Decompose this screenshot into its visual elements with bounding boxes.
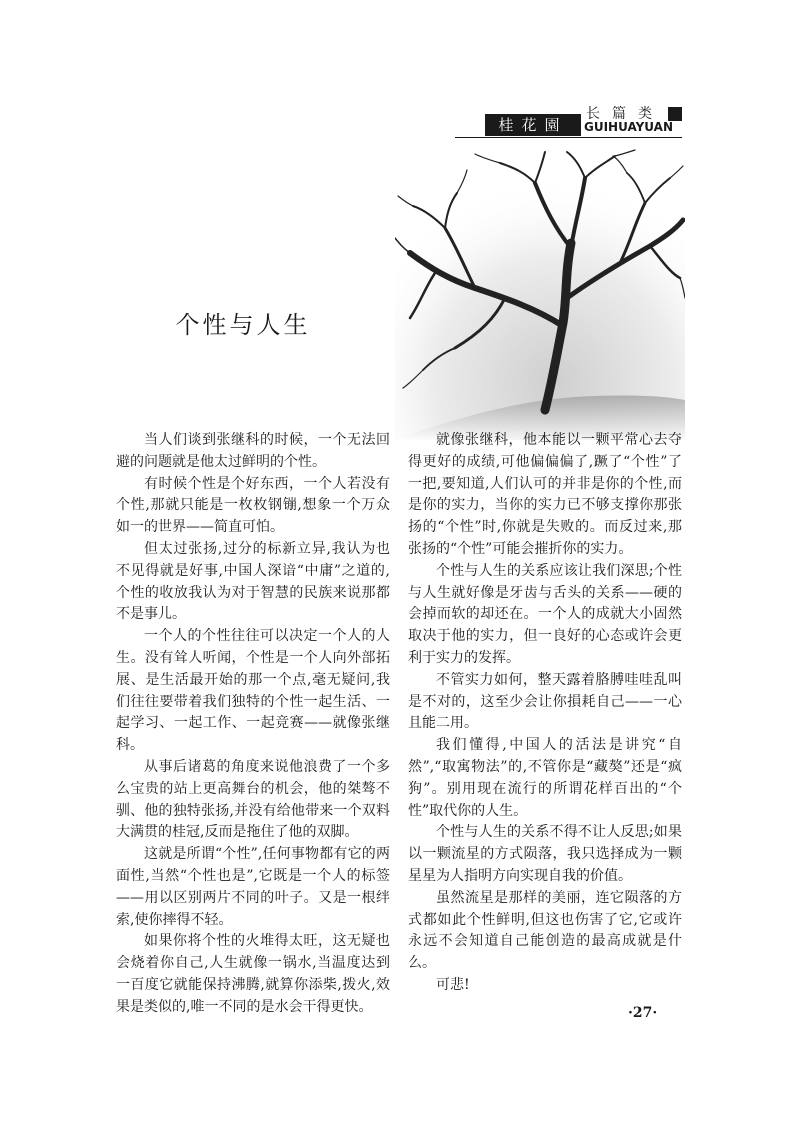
paragraph: 我们懂得,中国人的活法是讲究“自然”,“取寓物法”的,不管你是“藏獒”还是“疯狗”。别用现在流行的所谓花样百出的“个性”取代你的人生。 (408, 737, 682, 819)
paragraph: 虽然流星是那样的美丽，连它陨落的方式都如此个性鲜明,但这也伤害了它,它或许永远不会知道自己能创造的最高成就是什么。 (408, 889, 682, 972)
paragraph: 不管实力如何，整天露着胳膊哇哇乱叫是不对的，这至少会让你損耗自己——一心且能二用。 (408, 671, 682, 732)
header-square-mark (668, 107, 682, 121)
paragraph: 可悲! (436, 976, 470, 993)
section-title-en: GUIHUAYUAN (584, 120, 674, 134)
paragraph: 有时候个性是个好东西，一个人若没有个性,那就只能是一枚枚钢镚,想象一个万众如一的世界——简直可怕。 (116, 475, 390, 536)
paragraph: 这就是所谓“个性”,任何事物都有它的两面性,当然“个性也是”,它既是一个人的标签——用以区别两片不同的叶子。又是一根绊索,使你摔得不轻。 (116, 846, 390, 928)
page-number: ·27· (628, 1005, 658, 1021)
paragraph: 个性与人生的关系应该让我们深思;个性与人生就好像是牙齿与舌头的关系——硬的会掉而软的却还在。一个人的成就大小固然取决于他的实力，但一良好的心态或许会更利于实力的发挥。 (408, 562, 682, 666)
left-column (116, 430, 390, 1019)
article-title: 个性与人生 (175, 311, 311, 339)
tree-illustration (395, 148, 685, 440)
paragraph: 个性与人生的关系不得不让人反思;如果以一颗流星的方式陨落，我只选择成为一颗星星为人指明方向实现自我的价值。 (408, 824, 682, 884)
paragraph: 一个人的个性往往可以决定一个人的人生。没有耸人听闻，个性是一个人向外部拓展、是生活最开始的那一个点,毫无疑问,我们往往要带着我们独特的个性一起生活、一起学习、一起工作、一起竞赛——就像张继科。 (116, 628, 390, 754)
paragraph: 就像张继科，他本能以一颗平常心去夺得更好的成绩,可他偏偏偏了,蹶了“个性”了一把,要知道,人们认可的并非是你的个性,而是你的实力，当你的实力已不够支撑你那张扬的“个性”时,你就是失败的。而反过来,那张扬的“个性”可能会摧折你的实力。 (408, 432, 682, 557)
paragraph: 当人们谈到张继科的时候，一个无法回避的问题就是他太过鲜明的个性。 (116, 432, 390, 470)
header-rule (455, 137, 682, 138)
section-title-cn: 桂花園 (485, 114, 581, 136)
right-column (408, 430, 682, 997)
paragraph: 但太过张扬,过分的标新立异,我认为也不见得就是好事,中国人深谙“中庸”之道的,个性的收放我认为对于智慧的民族来说那都不是事儿。 (116, 540, 390, 623)
category-label: 长篇类 (586, 106, 664, 122)
paragraph: 如果你将个性的火堆得太旺，这无疑也会烧着你自己,人生就像一锅水,当温度达到一百度它就能保持沸腾,就算你添柴,拨火,效果是类似的,唯一不同的是水会干得更快。 (116, 933, 390, 1015)
paragraph: 从事后诸葛的角度来说他浪费了一个多么宝贵的站上更高舞台的机会，他的桀骜不驯、他的独特张扬,并没有给他带来一个双料大满贯的桂冠,反而是拖住了他的双脚。 (116, 758, 390, 841)
